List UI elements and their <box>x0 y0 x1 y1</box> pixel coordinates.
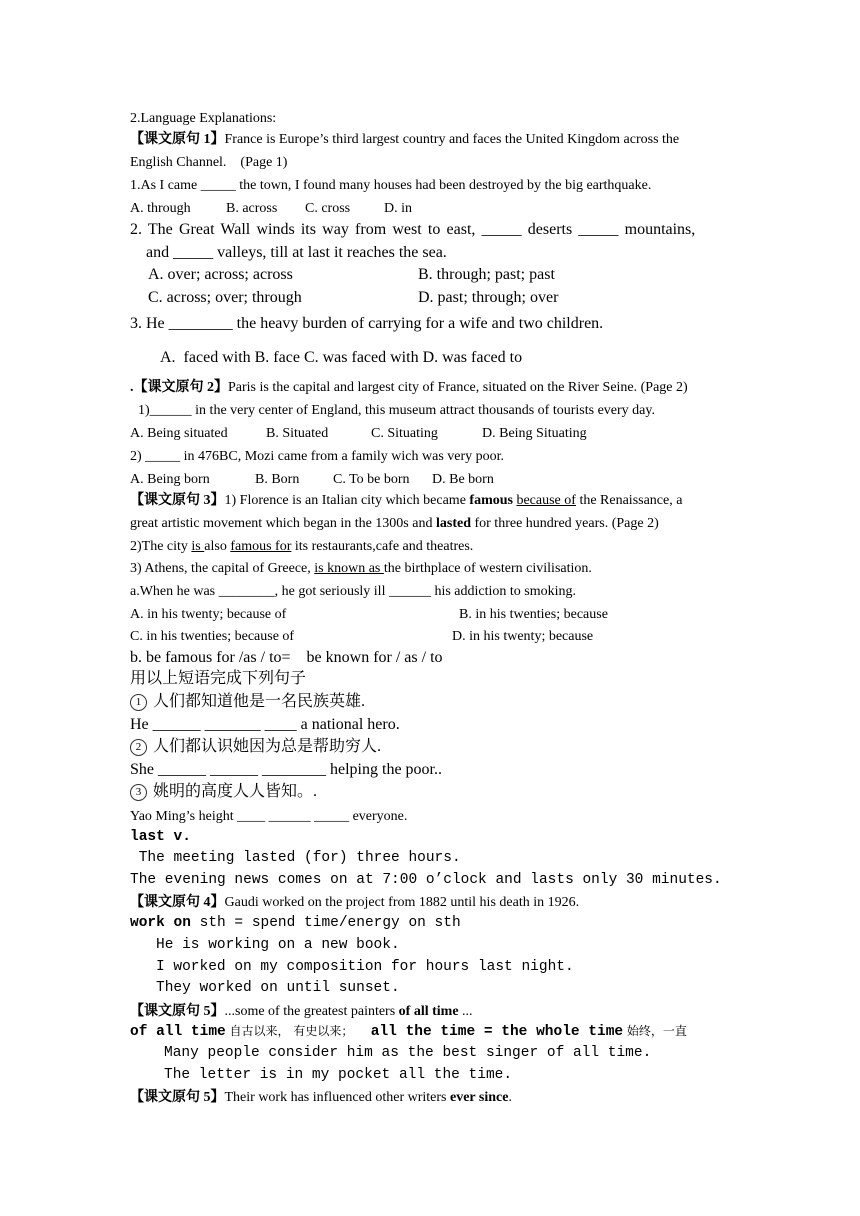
sentence-5-text: ...some of the greatest painters <box>224 1004 399 1019</box>
s1-q2-option-c: C. across; over; through <box>148 289 302 306</box>
s3-example-3 <box>130 562 592 576</box>
section-heading: 2.Language Explanations: <box>130 111 277 126</box>
s3-text-1-end: the Renaissance, a <box>575 493 683 508</box>
of-all-time-definition <box>130 1025 687 1040</box>
sentence-5-line <box>130 1005 473 1019</box>
sentence-2-tag: .【课文原句 2】 <box>130 380 228 395</box>
s5-text-end: ... <box>458 1004 473 1019</box>
s3-item-1-cn <box>130 694 365 711</box>
s1-question-2-line-1: 2. The Great Wall winds its way from west to east, _____ deserts _____ mountains, <box>130 221 696 238</box>
sentence-3-line-1 <box>130 494 682 508</box>
s3-ex2-b: also <box>204 539 231 554</box>
s3-item-1-en: He ______ _______ ____ a national hero. <box>130 716 400 733</box>
s3-text-1: 1) Florence is an Italian city which became <box>224 493 470 508</box>
sentence-2-text: Paris is the capital and largest city of France, situated on the River Seine. (Page 2) <box>228 380 688 395</box>
sentence-3-line-2 <box>130 517 659 531</box>
sentence-5-tag: 【课文原句 5】 <box>130 1004 225 1019</box>
s3-ex2-end: its restaurants,cafe and theatres. <box>291 539 474 554</box>
s3-ex2-underline-famous-for: famous for <box>230 539 292 554</box>
s3-bold-famous: famous <box>469 493 513 508</box>
s2-q2-option-b: B. Born <box>255 472 300 487</box>
s1-question-1: 1.As I came _____ the town, I found many houses had been destroyed by the big earthquake. <box>130 178 652 193</box>
sentence-2-line <box>130 381 688 395</box>
s1-question-2-line-2: and _____ valleys, till at last it reaches the sea. <box>146 244 447 261</box>
s2-question-1: 1)______ in the very center of England, this museum attract thousands of tourists every day. <box>138 403 655 418</box>
sentence-4-tag: 【课文原句 4】 <box>130 895 225 910</box>
s1-question-3: 3. He ________ the heavy burden of carrying for a wife and two children. <box>130 315 604 332</box>
last-example-1: The meeting lasted (for) three hours. <box>130 850 461 866</box>
sentence-6-line <box>130 1091 512 1105</box>
sentence-6-tag: 【课文原句 5】 <box>130 1090 225 1105</box>
s2-question-2: 2) _____ in 476BC, Mozi came from a family wich was very poor. <box>130 449 505 464</box>
work-on-example-2: I worked on my composition for hours last night. <box>156 959 574 975</box>
s2-q2-option-c: C. To be born <box>333 472 410 487</box>
s3-ex3-a: 3) Athens, the capital of Greece, <box>130 561 315 576</box>
s2-q1-option-c: C. Situating <box>371 426 438 441</box>
sentence-4-text: Gaudi worked on the project from 1882 until his death in 1926. <box>224 895 580 910</box>
s3-item-1-cn-text: 人们都知道他是一名民族英雄. <box>153 693 366 710</box>
circled-number-2: 2 <box>130 739 147 756</box>
s3-text-2-end: for three hundred years. (Page 2) <box>470 516 659 531</box>
s1-q3-options: A. faced with B. face C. was faced with D. was faced to <box>160 349 523 366</box>
work-on-definition <box>130 916 461 931</box>
s2-q1-option-b: B. Situated <box>266 426 329 441</box>
circled-number-1: 1 <box>130 694 147 711</box>
s3-qa-option-a: A. in his twenty; because of <box>130 607 287 622</box>
s3-text-2: great artistic movement which began in the 1300s and <box>130 516 436 531</box>
s3-example-2 <box>130 540 473 554</box>
last-example-2: The evening news comes on at 7:00 o’clock and lasts only 30 minutes. <box>130 872 722 888</box>
s3-item-2-cn <box>130 739 381 756</box>
s3-question-a: a.When he was ________, he got seriously ill ______ his addiction to smoking. <box>130 584 577 599</box>
work-on-example-1: He is working on a new book. <box>156 937 400 953</box>
sentence-1-tag: 【课文原句 1】 <box>130 132 225 147</box>
s3-item-3-cn <box>130 784 317 801</box>
sentence-1-text: France is Europe’s third largest country and faces the United Kingdom across the <box>224 132 680 147</box>
of-all-time-example-1: Many people consider him as the best singer of all time. <box>164 1045 652 1061</box>
s3-ex3-underline-is-known-as: is known as <box>314 561 384 576</box>
s3-ex2-a: 2)The city <box>130 539 192 554</box>
s3-item-2-cn-text: 人们都认识她因为总是帮助穷人. <box>153 738 382 755</box>
sentence-3-tag: 【课文原句 3】 <box>130 493 225 508</box>
s1-q1-option-a: A. through <box>130 201 191 216</box>
sentence-1-line-1 <box>130 133 679 147</box>
s3-bold-lasted: lasted <box>435 516 471 531</box>
work-on-meaning: sth = spend time/energy on sth <box>190 915 461 931</box>
sentence-6-text: Their work has influenced other writers <box>224 1090 450 1105</box>
s1-q1-option-b: B. across <box>226 201 278 216</box>
s2-q1-option-d: D. Being Situating <box>482 426 587 441</box>
of-all-time-example-2: The letter is in my pocket all the time. <box>164 1067 513 1083</box>
work-on-term: work on <box>130 915 191 931</box>
s1-q2-option-d: D. past; through; over <box>418 289 559 306</box>
work-on-example-3: They worked on until sunset. <box>156 980 400 996</box>
of-all-time-term: of all time <box>130 1024 226 1040</box>
s3-item-3-en: Yao Ming’s height ____ ______ _____ everyone. <box>130 809 408 824</box>
s6-text-end: . <box>508 1090 512 1105</box>
s6-bold-ever-since: ever since <box>449 1090 509 1105</box>
s1-q1-option-d: D. in <box>384 201 412 216</box>
s3-underline-because-of: because of <box>516 493 576 508</box>
s3-ex2-underline-is: is <box>191 539 205 554</box>
all-the-time-term: all the time = the whole time <box>353 1024 624 1040</box>
s2-q1-option-a: A. Being situated <box>130 426 228 441</box>
s3-qa-option-c: C. in his twenties; because of <box>130 629 295 644</box>
all-the-time-cn: 始终，一直 <box>623 1024 687 1038</box>
s2-q2-option-a: A. Being born <box>130 472 210 487</box>
sentence-4-line <box>130 896 579 910</box>
s5-bold-of-all-time: of all time <box>398 1004 459 1019</box>
s3-qa-option-d: D. in his twenty; because <box>452 629 594 644</box>
of-all-time-cn: 自古以来， 有史以来； <box>225 1024 354 1038</box>
s3-instruction: 用以上短语完成下列句子 <box>130 670 307 687</box>
s3-ex3-end: the birthplace of western civilisation. <box>383 561 592 576</box>
s3-qa-option-b: B. in his twenties; because <box>459 607 608 622</box>
s3-item-3-cn-text: 姚明的高度人人皆知。. <box>153 783 318 800</box>
s3-question-b: b. be famous for /as / to= be known for / as / to <box>130 649 443 666</box>
s1-q2-option-b: B. through; past; past <box>418 266 555 283</box>
sentence-1-line-2: English Channel. (Page 1) <box>130 155 288 170</box>
circled-number-3: 3 <box>130 784 147 801</box>
s1-q1-option-c: C. cross <box>305 201 351 216</box>
last-verb-heading: last v. <box>130 829 191 845</box>
s3-item-2-en: She ______ ______ ________ helping the poor.. <box>130 761 442 778</box>
s1-q2-option-a: A. over; across; across <box>148 266 293 283</box>
s2-q2-option-d: D. Be born <box>432 472 494 487</box>
